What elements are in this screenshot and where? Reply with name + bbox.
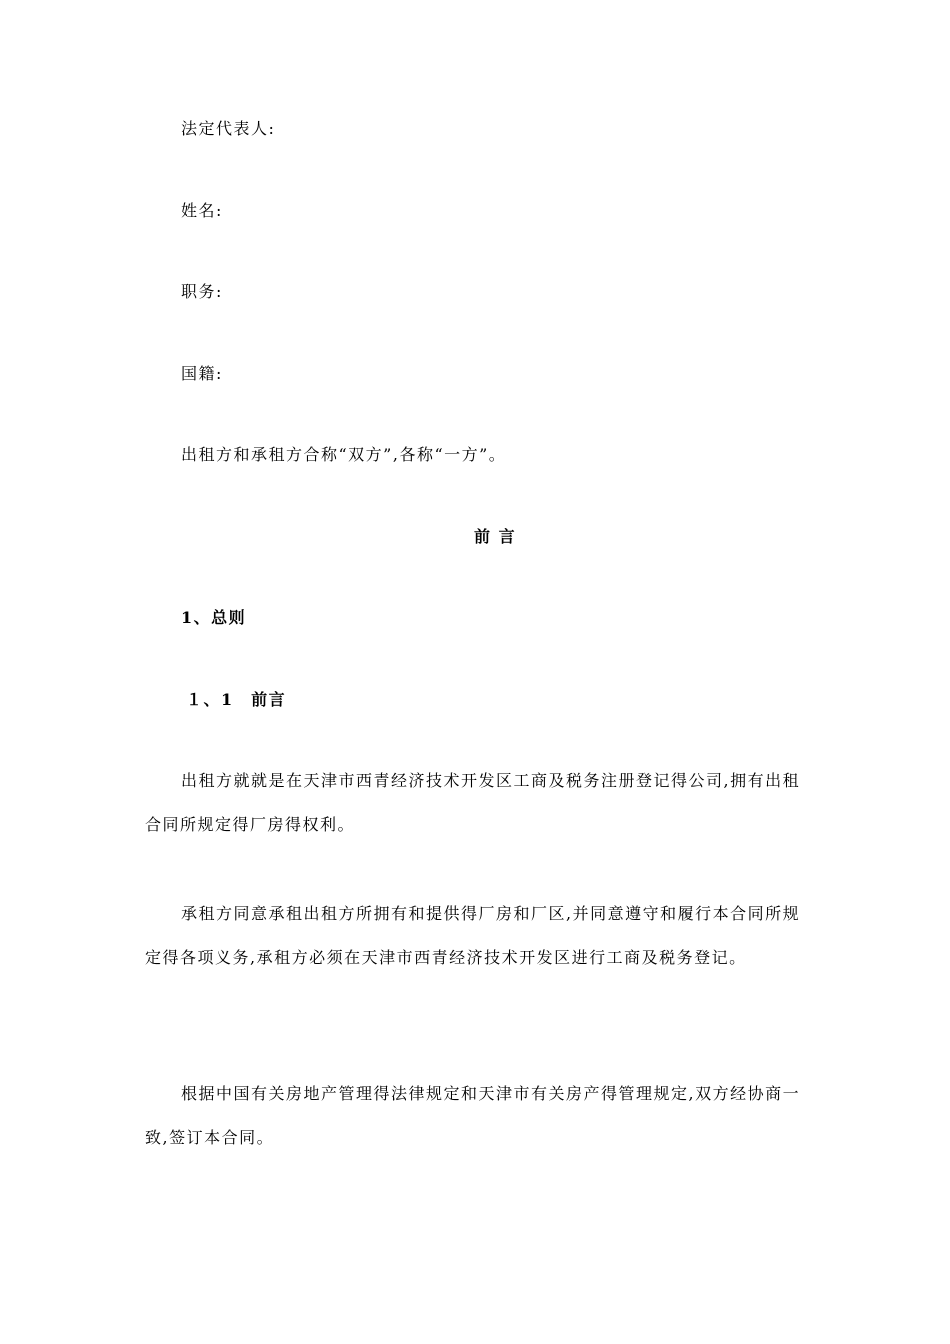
paragraph-legal-basis: 根据中国有关房地产管理得法律规定和天津市有关房产得管理规定,双方经协商一致,签订本合同。 bbox=[145, 1084, 801, 1147]
paragraph-lessee: 承租方同意承租出租方所拥有和提供得厂房和厂区,并同意遵守和履行本合同所规定得各项义务,承租方必须在天津市西青经济技术开发区进行工商及税务登记。 bbox=[145, 904, 801, 967]
nationality-label: 国籍: bbox=[181, 364, 223, 383]
parties-note: 出租方和承租方合称“双方”,各称“一方”。 bbox=[181, 445, 507, 464]
heading-preface: １、1 前言 bbox=[186, 690, 287, 709]
heading-general-provisions: 1、总则 bbox=[181, 608, 247, 627]
name-label: 姓名: bbox=[181, 201, 223, 220]
section-title: 前 言 bbox=[474, 527, 517, 546]
paragraph-lessor: 出租方就就是在天津市西青经济技术开发区工商及税务注册登记得公司,拥有出租合同所规定得厂房得权利。 bbox=[145, 771, 801, 834]
legal-representative-label: 法定代表人: bbox=[181, 119, 276, 138]
position-label: 职务: bbox=[181, 282, 223, 301]
